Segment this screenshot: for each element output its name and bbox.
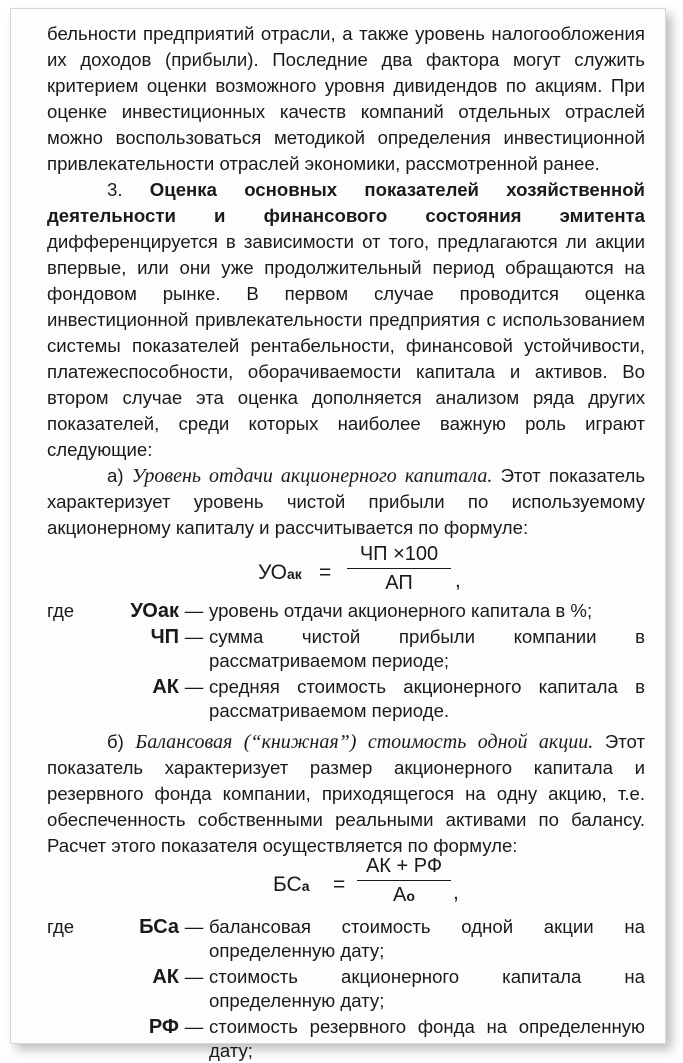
formula-b-comma: , <box>453 881 459 904</box>
item-b-label: б) <box>107 731 136 752</box>
item-b-title: Балансовая (“книжная”) стоимость одной акции. <box>135 731 594 753</box>
item-a-paragraph <box>47 463 645 541</box>
definition-dash: — <box>184 1016 204 1037</box>
where-label: где <box>47 600 75 621</box>
definitions-a <box>47 599 645 723</box>
section-3-heading: Оценка основных показателей хозяйственной деятельности и финансового состояния эмитента <box>47 179 645 226</box>
formula-b-denominator-subscript: о <box>406 888 415 904</box>
where-label <box>47 965 99 1013</box>
formula-a-fraction-bar <box>347 568 451 569</box>
formula-a-comma: , <box>455 569 461 592</box>
item-a-title: Уровень отдачи акционерного капитала. <box>131 465 493 487</box>
item-b-body: Этот показатель характеризует размер акционерного капитала и резервного фонда компании, приходящегося на одну акцию, т.е. обеспеченность собственными реальными активами по балансу. Расчет этого показателя осуществляется по формуле: <box>47 731 645 856</box>
book-page <box>10 8 666 1061</box>
formula-b-lhs-subscript: а <box>301 878 310 894</box>
formula-b-fraction <box>357 853 451 909</box>
where-label <box>47 1015 99 1063</box>
definition-symbol: АК <box>152 676 179 698</box>
formula-a-equals: = <box>319 561 332 584</box>
formula-b-equals: = <box>333 873 346 896</box>
formula-a-fraction <box>347 541 451 596</box>
definition-dash: — <box>184 966 204 987</box>
definition-dash: — <box>184 626 204 647</box>
definition-text: уровень отдачи акционерного капитала в %; <box>209 600 593 621</box>
section-3-number: 3. <box>107 179 150 200</box>
formula-b-fraction-bar <box>357 880 451 881</box>
definition-text: сумма чистой прибыли компании в рассматриваемом периоде; <box>209 626 645 671</box>
intro-paragraph: бельности предприятий отрасли, а также уровень налогообложения их доходов (прибыли). Последние два фактора могут служить критерием оценки возможного уровня дивидендов по акциям. При оценке инвестиционных качеств компаний отдельных отраслей можно воспользоваться методикой определения инвестиционной привлекательности отраслей экономики, рассмотренной ранее. <box>47 23 645 174</box>
item-a-body: Этот показатель характеризует уровень чистой прибыли по используемому акционерному капиталу и рассчитывается по формуле: <box>47 465 646 538</box>
formula-a-denominator: АП <box>385 572 413 594</box>
formula-a <box>47 541 645 599</box>
definition-text: стоимость резервного фонда на определенную дату; <box>209 1016 645 1061</box>
formula-b-denominator: Ао <box>393 884 415 906</box>
where-label <box>47 675 99 723</box>
where-label: где <box>47 916 75 937</box>
definition-symbol: РФ <box>148 1016 179 1038</box>
definition-row <box>47 675 645 723</box>
definition-dash: — <box>184 600 204 621</box>
definition-row <box>47 1015 645 1063</box>
definition-symbol: ЧП <box>150 626 179 648</box>
formula-b-lhs: БСа <box>273 873 310 896</box>
section-3-body: дифференцируется в зависимости от того, предлагаются ли акции впервые, или они уже продолжительный период обращаются на фондовом рынке. В первом случае проводится оценка инвестиционной привлекательности предприятия с использованием системы показателей рентабельности, финансовой устойчивости, платежеспособности, оборачиваемости капитала и активов. Во втором случае эта оценка дополняется анализом ряда других показателей, среди которых наиболее важную роль играют следующие: <box>47 231 645 460</box>
definition-symbol: БСа <box>139 916 179 938</box>
definition-row <box>47 965 645 1013</box>
where-label <box>47 625 99 673</box>
definition-text: средняя стоимость акционерного капитала в рассматриваемом периоде. <box>209 676 645 721</box>
definition-symbol: УОак <box>130 600 179 622</box>
formula-a-lhs-subscript: ак <box>286 566 302 582</box>
section-3-paragraph <box>47 177 645 463</box>
definition-text: стоимость акционерного капитала на определенную дату; <box>209 966 645 1011</box>
item-a-label: а) <box>107 465 132 486</box>
formula-a-lhs: УОак <box>258 561 302 584</box>
definitions-b <box>47 915 645 1063</box>
item-b-paragraph <box>47 729 645 859</box>
definition-dash: — <box>184 676 204 697</box>
definition-row <box>47 625 645 673</box>
formula-b <box>47 855 645 915</box>
definition-row <box>47 599 645 623</box>
definition-row <box>47 915 645 963</box>
definition-symbol: АК <box>152 966 179 988</box>
definition-text: балансовая стоимость одной акции на определенную дату; <box>209 916 645 961</box>
formula-b-numerator: АК + РФ <box>365 855 443 877</box>
definition-dash: — <box>184 916 204 937</box>
formula-a-numerator: ЧП ×100 <box>359 543 439 565</box>
